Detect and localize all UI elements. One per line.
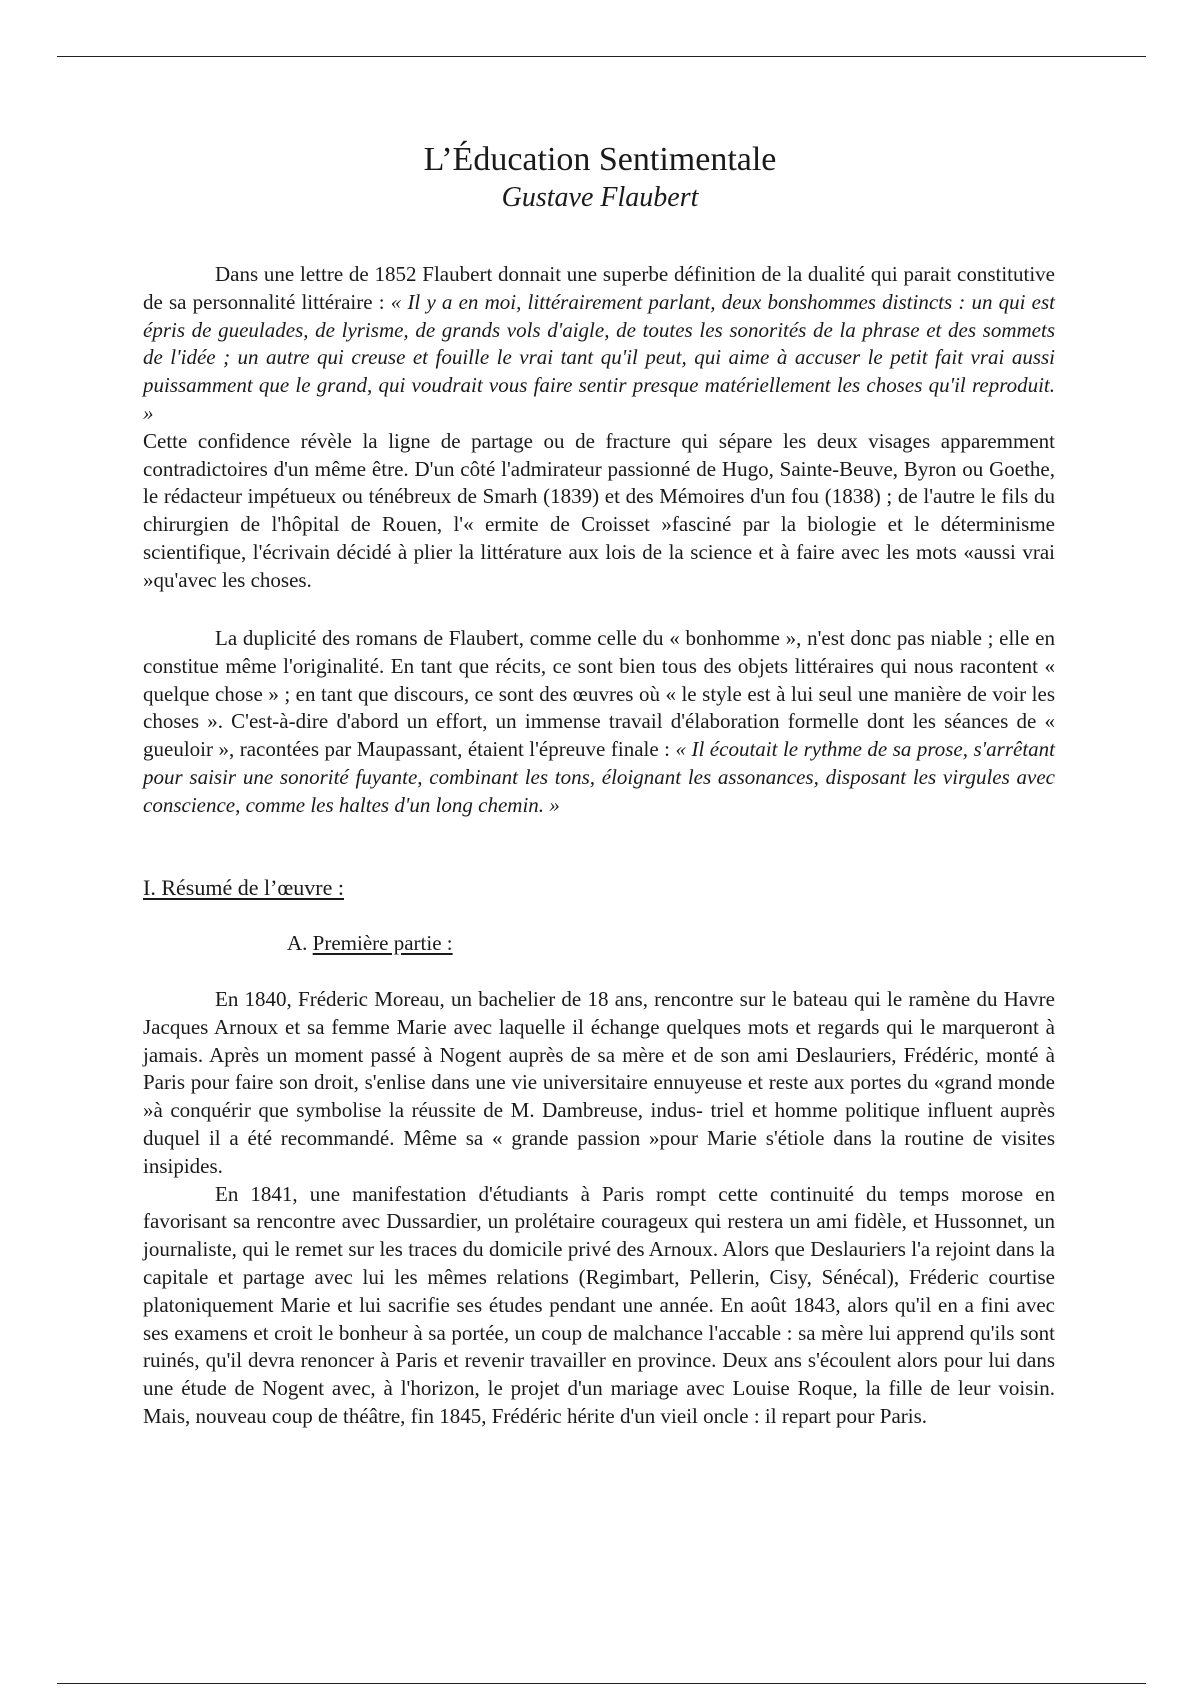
title-block (0, 140, 1200, 216)
intro-paragraph-1-lead: Dans une lettre de 1852 Flaubert donnait une superbe définition de la dualité qui parait constitutive de sa personnalité littéraire : (143, 262, 1055, 314)
document-author: Gustave Flaubert (501, 182, 699, 213)
summary-paragraph-1: En 1840, Fréderic Moreau, un bachelier de 18 ans, rencontre sur le bateau qui le ramène du Havre Jacques Arnoux et sa femme Marie avec laquelle il échange quelques mots et regards qui le marqueront à jamais. Après un moment passé à Nogent auprès de sa mère et de son ami Deslauriers, Frédéric, monté à Paris pour faire son droit, s'enlise dans une vie universitaire ennuyeuse et reste aux portes du «grand monde »à conquérir que symbolise la réussite de M. Dambreuse, indus- triel et homme politique influent auprès duquel il a été recommandé. Même sa « grande passion »pour Marie s'étiole dans la routine de visites insipides. (143, 987, 1055, 1178)
intro-paragraph-3 (143, 625, 1055, 820)
intro-block-2 (143, 625, 1055, 820)
intro-paragraph-2: Cette confidence révèle la ligne de partage ou de fracture qui sépare les deux visages apparemment contradictoires d'un même être. D'un côté l'admirateur passionné de Hugo, Sainte-Beuve, Byron ou Goethe, le rédacteur impétueux ou ténébreux de Smarh (1839) et des Mémoires d'un fou (1838) ; de l'autre le fils du chirurgien de l'hôpital de Rouen, l'« ermite de Croisset »fasciné par la biologie et le déterminisme scientifique, l'écrivain décidé à plier la littérature aux lois de la science et à faire avec les mots «aussi vrai »qu'avec les choses. (143, 428, 1055, 592)
subsection-label: A. (287, 931, 313, 955)
header-rule (57, 56, 1146, 57)
document-title: L’Éducation Sentimentale (423, 141, 777, 178)
subsection-heading (287, 929, 453, 957)
subsection-title: Première partie : (312, 931, 453, 955)
maupassant-quote: « Il écoutait le rythme de sa prose, s'arrêtant pour saisir une sonorité fuyante, combinant les tons, éloignant les assonances, disposant les virgules avec conscience, comme les haltes d'un long chemin. » (143, 737, 1055, 817)
intro-paragraph-3-lead: La duplicité des romans de Flaubert, comme celle du « bonhomme », n'est donc pas niable ; elle en constitue même l'originalité. En tant que récits, ce sont bien tous des objets littéraires qui nous racontent « quelque chose » ; en tant que discours, ce sont des œuvres où « le style est à lui seul une manière de voir les choses ». C'est-à-dire d'abord un effort, un immense travail d'élaboration formelle dont les séances de « gueuloir », racontées par Maupassant, étaient l'épreuve finale : (143, 626, 1055, 762)
footer-rule (57, 1683, 1146, 1684)
summary-block (143, 986, 1055, 1431)
intro-block (143, 261, 1055, 595)
intro-paragraph-1 (143, 261, 1055, 428)
section-heading: I. Résumé de l’œuvre : (143, 875, 344, 900)
summary-paragraph-2: En 1841, une manifestation d'étudiants à Paris rompt cette continuité du temps morose en favorisant sa rencontre avec Dussardier, un prolétaire courageux qui restera un ami fidèle, et Hussonnet, un journaliste, qui le remet sur les traces du domicile privé des Arnoux. Alors que Deslauriers l'a rejoint dans la capitale et partage avec lui les mêmes relations (Regimbart, Pellerin, Cisy, Sénécal), Fréderic courtise platoniquement Marie et lui sacrifie ses études pendant une année. En août 1843, alors qu'il en a fini avec ses examens et croit le bonheur à sa portée, un coup de malchance l'accable : sa mère lui apprend qu'ils sont ruinés, qu'il devra renoncer à Paris et revenir travailler en province. Deux ans s'écoulent alors pour lui dans une étude de Nogent avec, à l'horizon, le projet d'un mariage avec Louise Roque, la fille de leur voisin. Mais, nouveau coup de théâtre, fin 1845, Frédéric hérite d'un vieil oncle : il repart pour Paris. (143, 1181, 1055, 1428)
flaubert-quote: « Il y a en moi, littérairement parlant, deux bonshommes distincts : un qui est épris de gueulades, de lyrisme, de grands vols d'aigle, de toutes les sonorités de la phrase et des sommets de l'idée ; un autre qui creuse et fouille le vrai tant qu'il peut, qui aime à accuser le petit fait vrai aussi puissamment que le grand, qui voudrait vous faire sentir presque matériellement les choses qu'il reproduit. » (143, 289, 1055, 425)
